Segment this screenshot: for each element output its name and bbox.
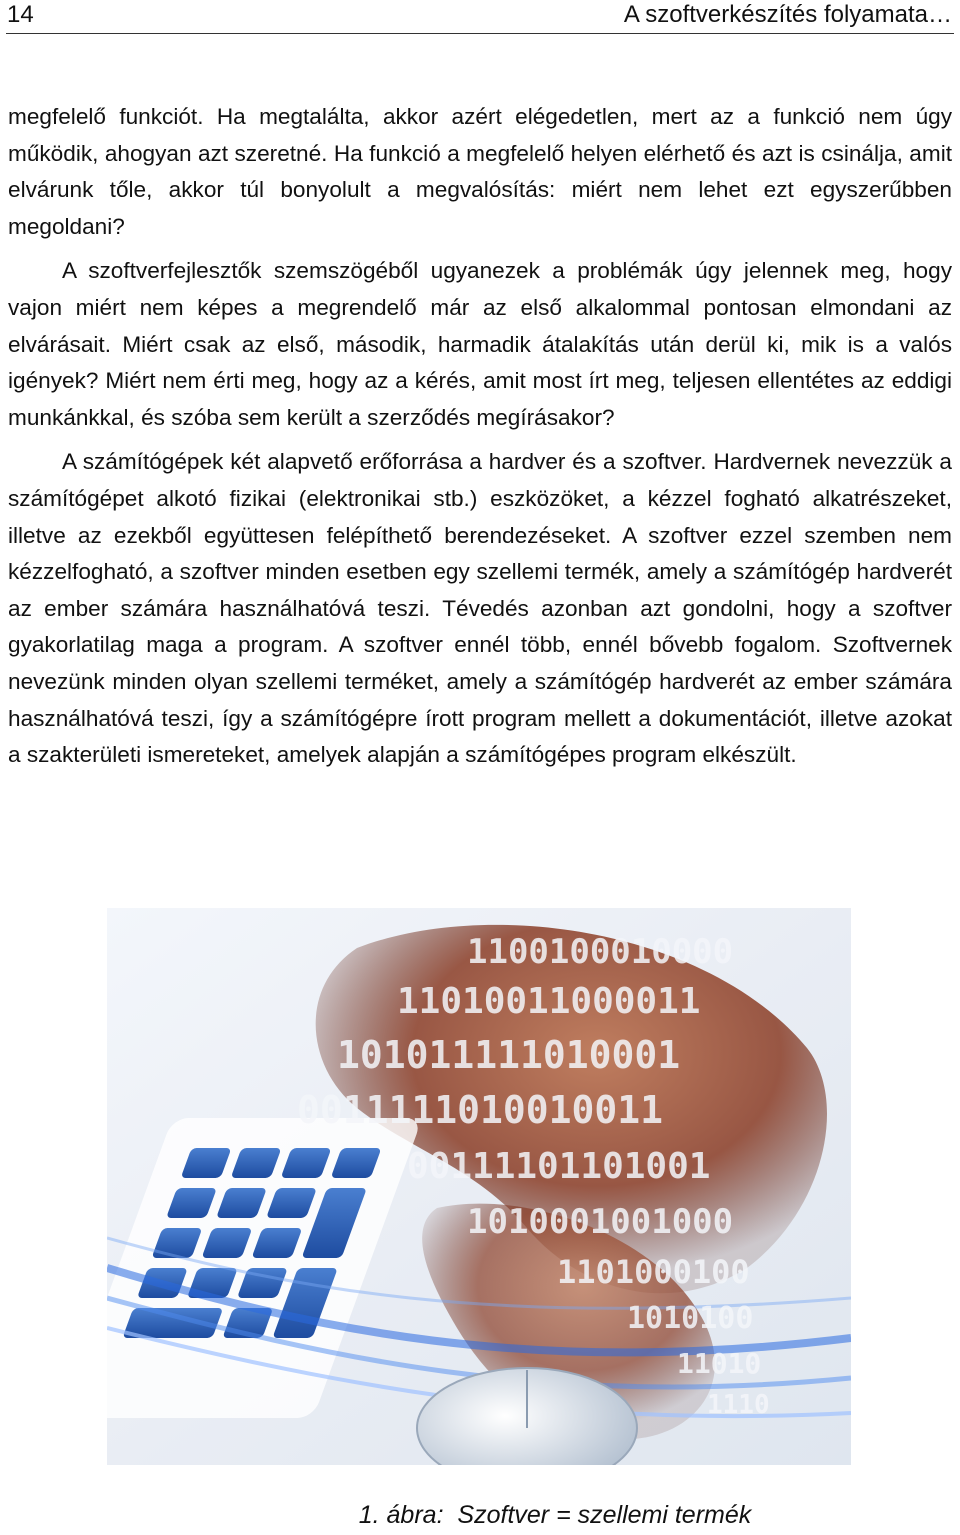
binary-row: 11010011000011 — [397, 981, 701, 1022]
binary-row: 1100100010000 — [467, 932, 734, 972]
binary-row: 11010 — [677, 1347, 762, 1380]
binary-row: 101011111010001 — [337, 1033, 681, 1077]
body-text — [8, 99, 952, 774]
paragraph-hardware-software: A számítógépek két alapvető erőforrása a hardver és a szoftver. Hardvernek nevezzük a számítógépet alkotó fizikai (elektronikai stb.) eszközöket, a kézzel fogható alkatrészeket, illetve az ezekből együttesen felépíthető berendezéseket. A szoftver ezzel szemben nem kézzelfogható, a szoftver minden esetben egy szellemi termék, amely a számítógép hardverét az ember számára használhatóvá teszi. Tévedés azonban azt gondolni, hogy a szoftver gyakorlatilag maga a program. A szoftver ennél több, ennél bővebb fogalom. Szoftvernek nevezünk minden olyan szellemi terméket, amely a számítógép hardverét az ember számára használhatóvá teszi, így a számítógépre írott program mellett a dokumentációt, illetve azokat a szakterületi ismereteket, amelyek alapján a számítógépes program elkészült. — [8, 449, 952, 768]
binary-row: 0011111010010011 — [297, 1088, 664, 1132]
page-number: 14 — [7, 1, 34, 28]
paragraph-continued: megfelelő funkciót. Ha megtalálta, akkor azért elégedetlen, mert az a funkció nem úgy működik, ahogyan azt szeretné. Ha funkció a megfelelő helyen elérhető és azt is csinálja, amit elvárunk tőle, akkor túl bonyolult a megvalósítás: miért nem lehet ezt egyszerűbben megoldani? — [8, 104, 952, 239]
caption-label: 1. ábra: — [358, 1501, 444, 1529]
running-title: A szoftverkészítés folyamata… — [623, 1, 952, 28]
figure-illustration — [107, 908, 851, 1465]
figure-caption — [0, 1497, 960, 1533]
binary-row: 00111101101001 — [407, 1146, 711, 1187]
paragraph-developers: A szoftverfejlesztők szemszögéből ugyanezek a problémák úgy jelennek meg, hogy vajon miért nem képes a megrendelő már az első alkalommal pontosan elmondani az elvárásait. Miért csak az első, második, harmadik átalakítás után derül ki, mik is a valós igények? Miért nem érti meg, hogy az a kérés, amit most írt meg, teljesen ellentétes az eddigi munkánkkal, és szóba sem került a szerződés megírásakor? — [8, 258, 952, 430]
caption-text: Szoftver = szellemi termék — [457, 1501, 752, 1529]
figure-software-image — [107, 908, 851, 1465]
binary-row: 1110 — [707, 1390, 770, 1420]
binary-row: 1010100 — [627, 1301, 754, 1336]
binary-row: 1101000100 — [557, 1253, 750, 1291]
binary-row: 1010001001000 — [467, 1202, 734, 1242]
page-header — [6, 0, 954, 34]
